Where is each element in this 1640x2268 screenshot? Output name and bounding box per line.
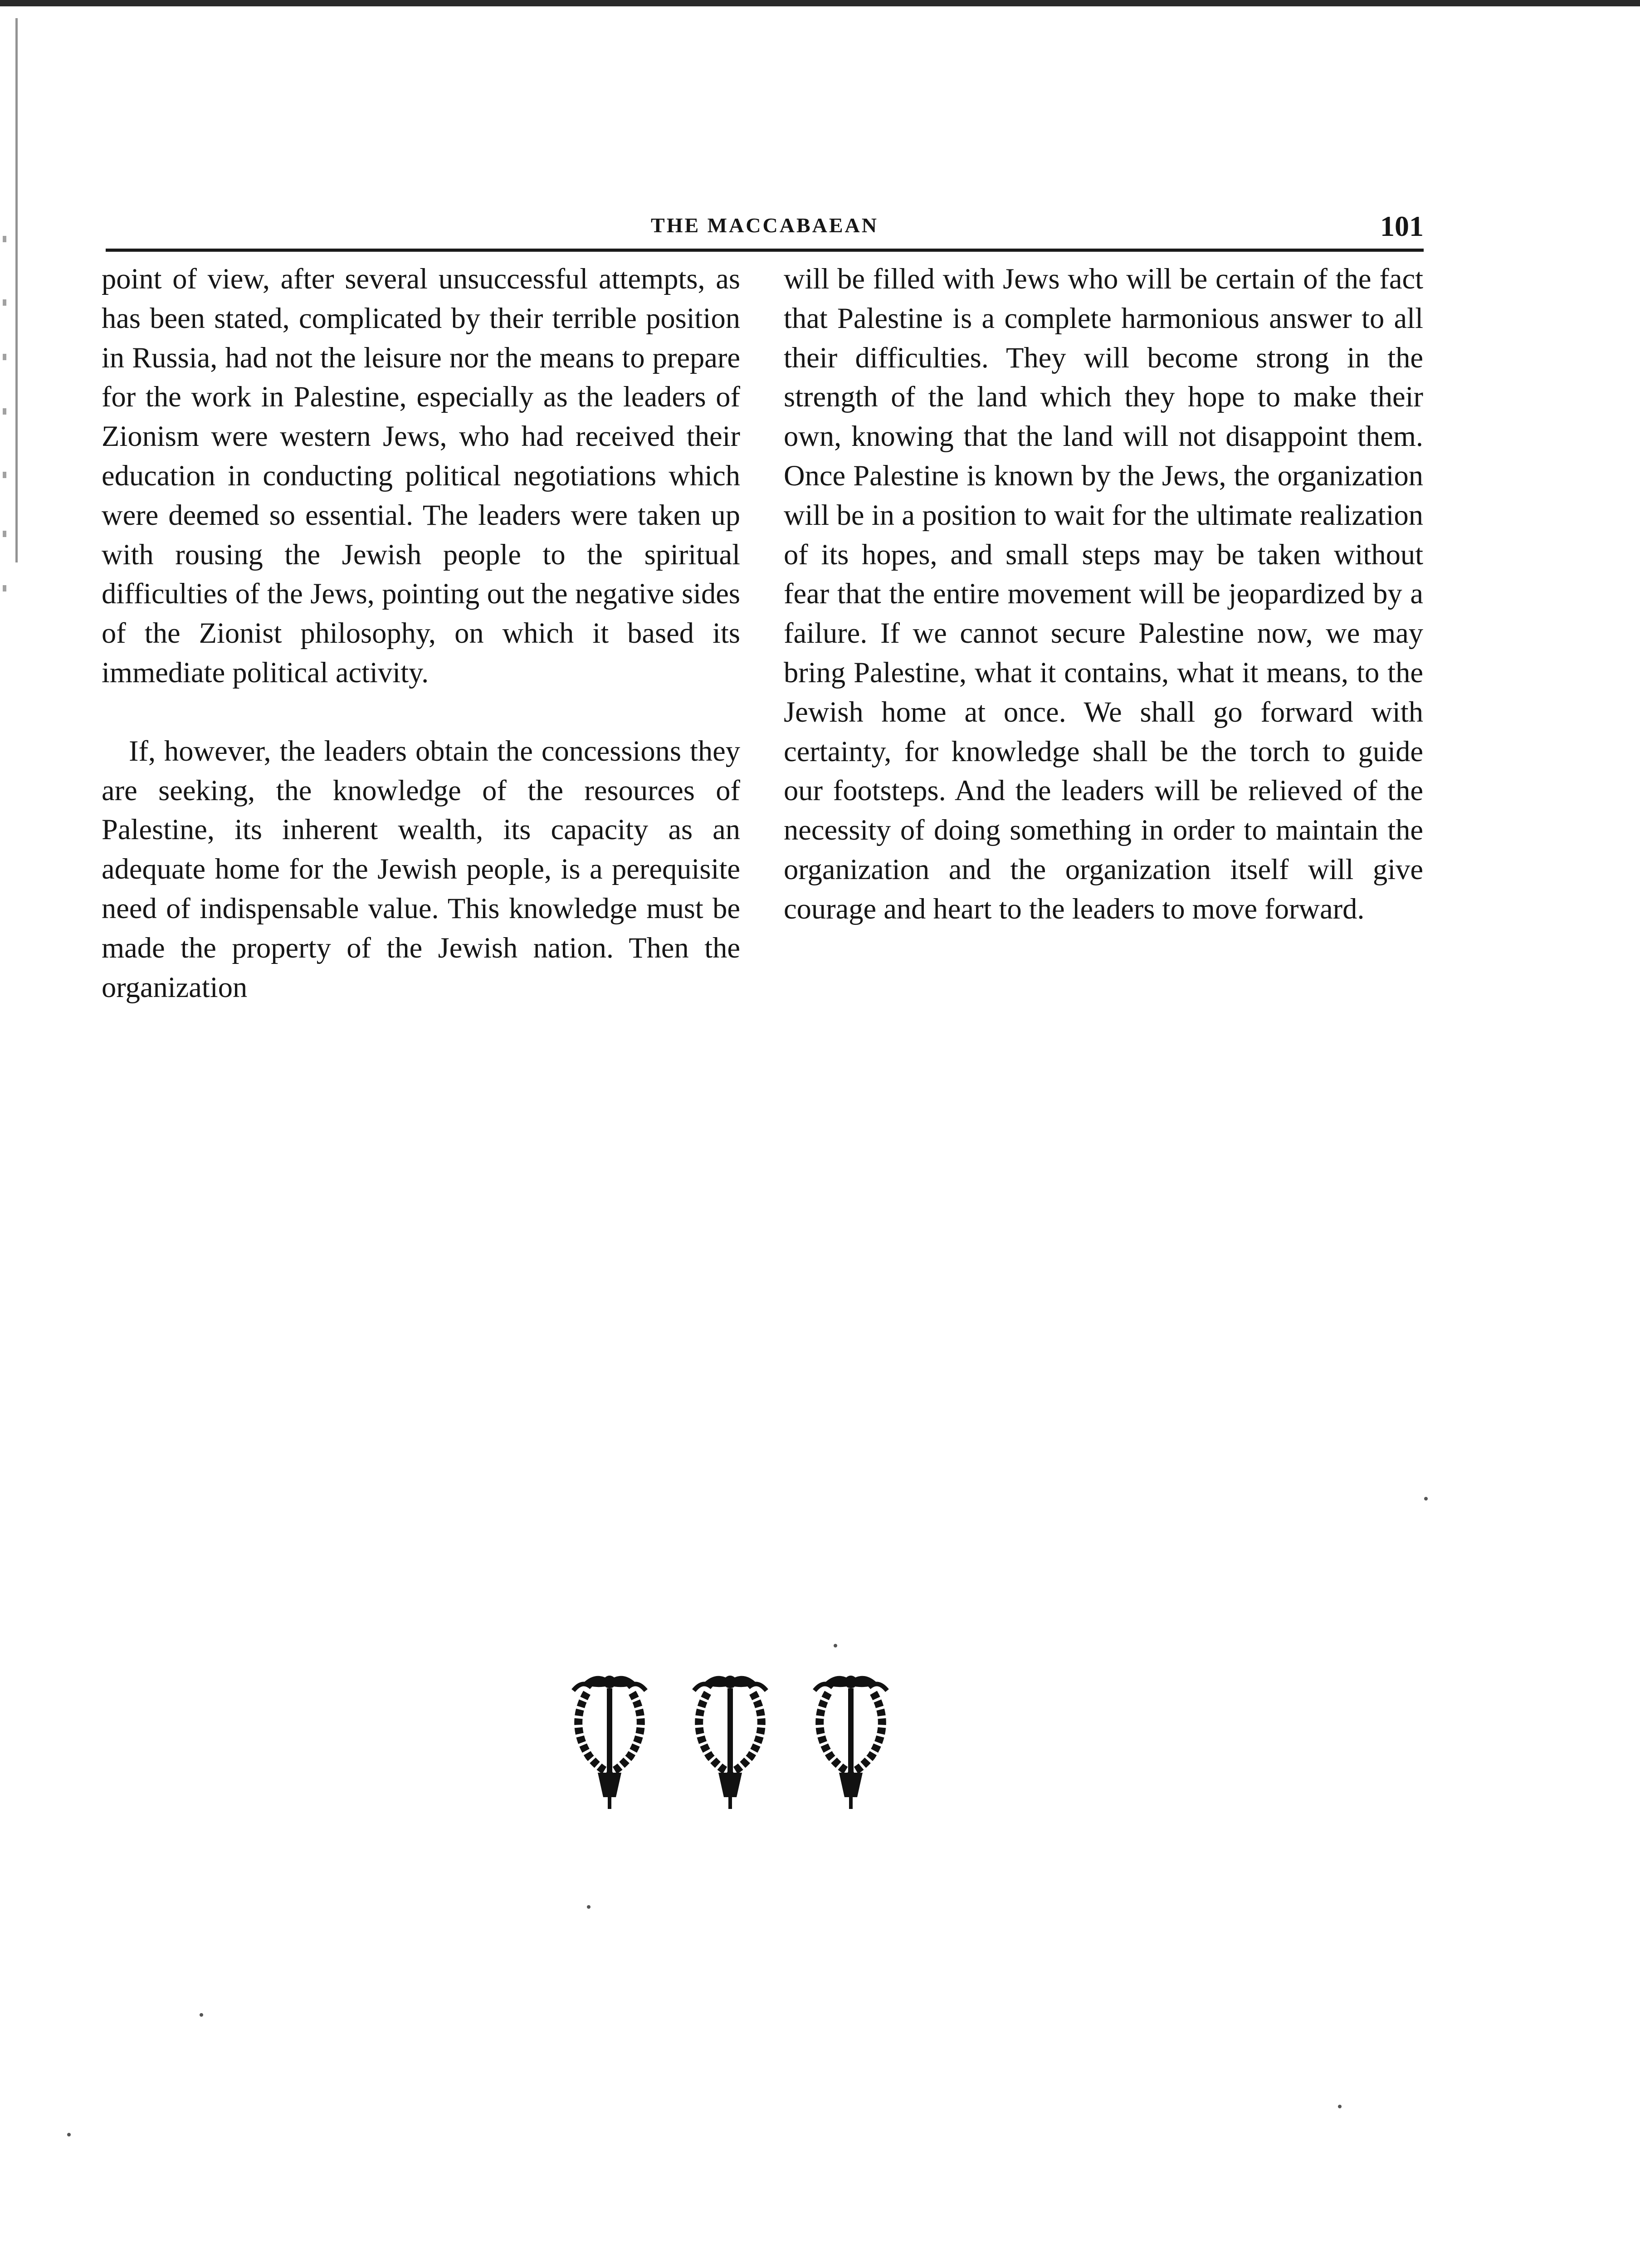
left-paragraph-1: point of view, after several unsuccessful attempts, as has been stated, complicated by their terrible position in Russia, had not the leisure nor the means to prepare for the work in Palestine, especially as the leaders of Zionism were western Jews, who had received their education in conducting political negotiations which were deemed so essential. The leaders were taken up with rousing the Jewish people to the spiritual difficulties of the Jews, pointing out the negative sides of the Zionist philosophy, on which it based its immediate political activity. [102,263,740,689]
right-paragraph-1: will be filled with Jews who will be certain of the fact that Palestine is a complete harmonious answer to all their difficulties. They will become strong in the strength of the land which they hope to make their own, knowing that the land will not disappoint them. Once Palestine is known by the Jews, the organization will be in a position to wait for the ultimate realization of its hopes, and small steps may be taken without fear that the entire movement will be jeopardized by a failure. If we cannot secure Palestine now, we may bring Palestine, what it contains, what it means, to the Jewish home at once. We shall go forward with certainty, for knowledge shall be the torch to guide our footsteps. And the leaders will be relieved of the necessity of doing something in order to maintain the organization and the organization itself will give courage and heart to the leaders to move forward. [784,263,1423,925]
scan-speck [1424,1497,1428,1501]
scan-left-edge [15,18,18,562]
right-column [784,259,1423,929]
scan-speck [67,2133,71,2136]
scan-speck [1338,2105,1342,2108]
page-number: 101 [1380,210,1424,242]
running-head [106,210,1424,242]
scan-speck [834,1644,837,1647]
left-paragraph-2: If, however, the leaders obtain the concessions they are seeking, the knowledge of the resources of Palestine, its inherent wealth, its capacity as an adequate home for the Jewish people, is a perequisite need of indispensable value. This knowledge must be made the property of the Jewish nation. Then the organization [102,734,740,1003]
journal-title: THE MACCABAEAN [651,214,879,237]
scan-speck [200,2013,203,2017]
scan-margin-marks [0,236,14,689]
left-column [102,259,740,1007]
triple-wreath-lamp-ornament-icon [564,1666,921,1815]
scan-speck [587,1905,591,1909]
header-rule [106,249,1424,252]
scan-top-edge [0,0,1640,6]
